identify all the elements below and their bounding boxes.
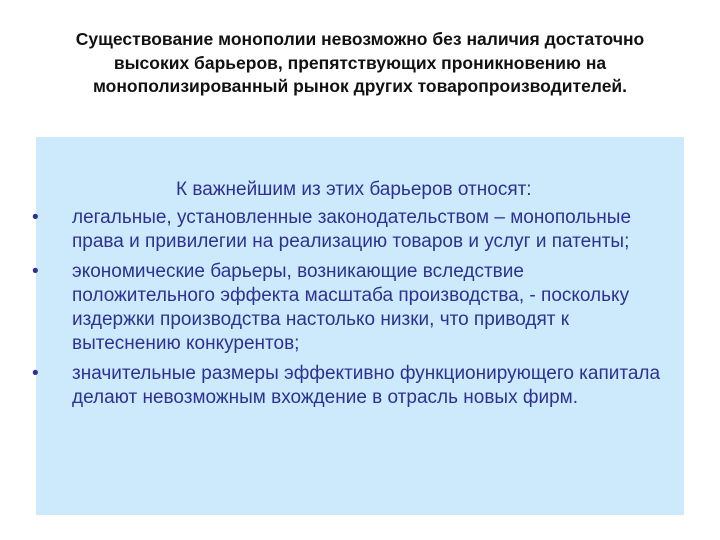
bullet-list	[32, 206, 672, 416]
bullet-dot-icon: •	[32, 363, 39, 384]
slide-title: Существование монополии невозможно без наличия достаточно высоких барьеров, препятствующих проникновению на монополизированный рынок других товаропроизводителей.	[75, 29, 645, 96]
list-item	[32, 206, 672, 254]
intro-text: К важнейшим из этих барьеров относят:	[176, 179, 532, 200]
list-item	[32, 362, 672, 410]
list-item	[32, 260, 672, 356]
bullet-text: значительные размеры эффективно функционирующего капитала делают невозможным вхождение в отрасль новых фирм.	[72, 363, 661, 408]
bullet-text: легальные, установленные законодательством – монопольные права и привилегии на реализацию товаров и услуг и патенты;	[72, 207, 632, 252]
bullet-dot-icon: •	[32, 261, 39, 282]
bullet-dot-icon: •	[32, 207, 39, 228]
bullet-text: экономические барьеры, возникающие вследствие положительного эффекта масштаба производства, - поскольку издержки производства настолько низки, что приводят к вытеснению конкурентов;	[72, 261, 630, 354]
